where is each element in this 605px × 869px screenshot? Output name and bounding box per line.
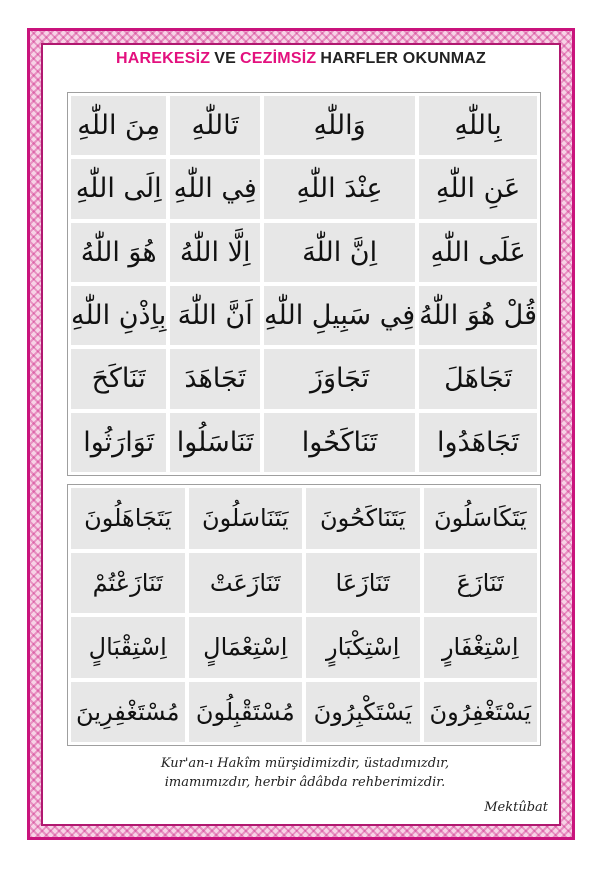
word-cell: تَنَازَعْتُمْ xyxy=(71,553,185,614)
word-cell: تَنَاكَحَ xyxy=(71,349,166,408)
word-cell: تَاللّٰهِ xyxy=(170,96,260,155)
word-cell: اِسْتِعْمَالٍ xyxy=(189,617,303,678)
word-grid-bottom xyxy=(67,484,541,746)
word-cell: يَسْتَغْفِرُونَ xyxy=(424,682,538,743)
quote-text xyxy=(100,754,510,792)
word-cell: عَنِ اللّٰهِ xyxy=(419,159,537,218)
word-cell: فِي اللّٰهِ xyxy=(170,159,260,218)
word-cell: اِسْتِكْبَارٍ xyxy=(306,617,420,678)
word-cell: فِي سَبِيلِ اللّٰهِ xyxy=(264,286,415,345)
word-cell: عَلَى اللّٰهِ xyxy=(419,223,537,282)
word-cell: وَاللّٰهِ xyxy=(264,96,415,155)
word-cell: تَوَارَثُوا xyxy=(71,413,166,472)
word-cell: اِلَّا اللّٰهُ xyxy=(170,223,260,282)
quote-line-1: Kur'an-ı Hakîm mürşidimizdir, üstadımızdır, xyxy=(160,756,450,771)
word-cell: تَنَازَعَ xyxy=(424,553,538,614)
word-cell: تَنَازَعَتْ xyxy=(189,553,303,614)
word-cell: مُسْتَغْفِرِينَ xyxy=(71,682,185,743)
word-cell: اِلَى اللّٰهِ xyxy=(71,159,166,218)
word-grid-top xyxy=(67,92,541,476)
word-cell: مِنَ اللّٰهِ xyxy=(71,96,166,155)
word-cell: اَنَّ اللّٰهَ xyxy=(170,286,260,345)
word-cell: مُسْتَقْبِلُونَ xyxy=(189,682,303,743)
word-cell: يَتَكَاسَلُونَ xyxy=(424,488,538,549)
quote-source: Mektûbat xyxy=(484,800,548,815)
word-cell: بِاللّٰهِ xyxy=(419,96,537,155)
quote-line-2: imamımızdır, herbir âdâbda rehberimizdir. xyxy=(164,775,446,790)
word-cell: تَجَاهَدَ xyxy=(170,349,260,408)
word-cell: تَنَازَعَا xyxy=(306,553,420,614)
page-title xyxy=(41,50,561,68)
word-cell: تَجَاوَزَ xyxy=(264,349,415,408)
word-cell: هُوَ اللّٰهُ xyxy=(71,223,166,282)
word-cell: بِاِذْنِ اللّٰهِ xyxy=(71,286,166,345)
word-cell: عِنْدَ اللّٰهِ xyxy=(264,159,415,218)
title-word-cezimsiz: CEZİMSİZ xyxy=(240,50,317,67)
word-cell: تَجَاهَدُوا xyxy=(419,413,537,472)
word-cell: اِنَّ اللّٰهَ xyxy=(264,223,415,282)
word-cell: يَتَنَاسَلُونَ xyxy=(189,488,303,549)
title-word-harekesiz: HAREKESİZ xyxy=(116,50,211,67)
word-cell: تَجَاهَلَ xyxy=(419,349,537,408)
word-cell: تَنَاكَحُوا xyxy=(264,413,415,472)
word-cell: اِسْتِقْبَالٍ xyxy=(71,617,185,678)
word-cell: اِسْتِغْفَارٍ xyxy=(424,617,538,678)
title-word-ve: VE xyxy=(214,50,237,67)
word-cell: يَتَنَاكَحُونَ xyxy=(306,488,420,549)
word-cell: يَسْتَكْبِرُونَ xyxy=(306,682,420,743)
word-cell: قُلْ هُوَ اللّٰهُ xyxy=(419,286,537,345)
word-cell: تَنَاسَلُوا xyxy=(170,413,260,472)
word-cell: يَتَجَاهَلُونَ xyxy=(71,488,185,549)
title-rest: HARFLER OKUNMAZ xyxy=(320,50,486,67)
